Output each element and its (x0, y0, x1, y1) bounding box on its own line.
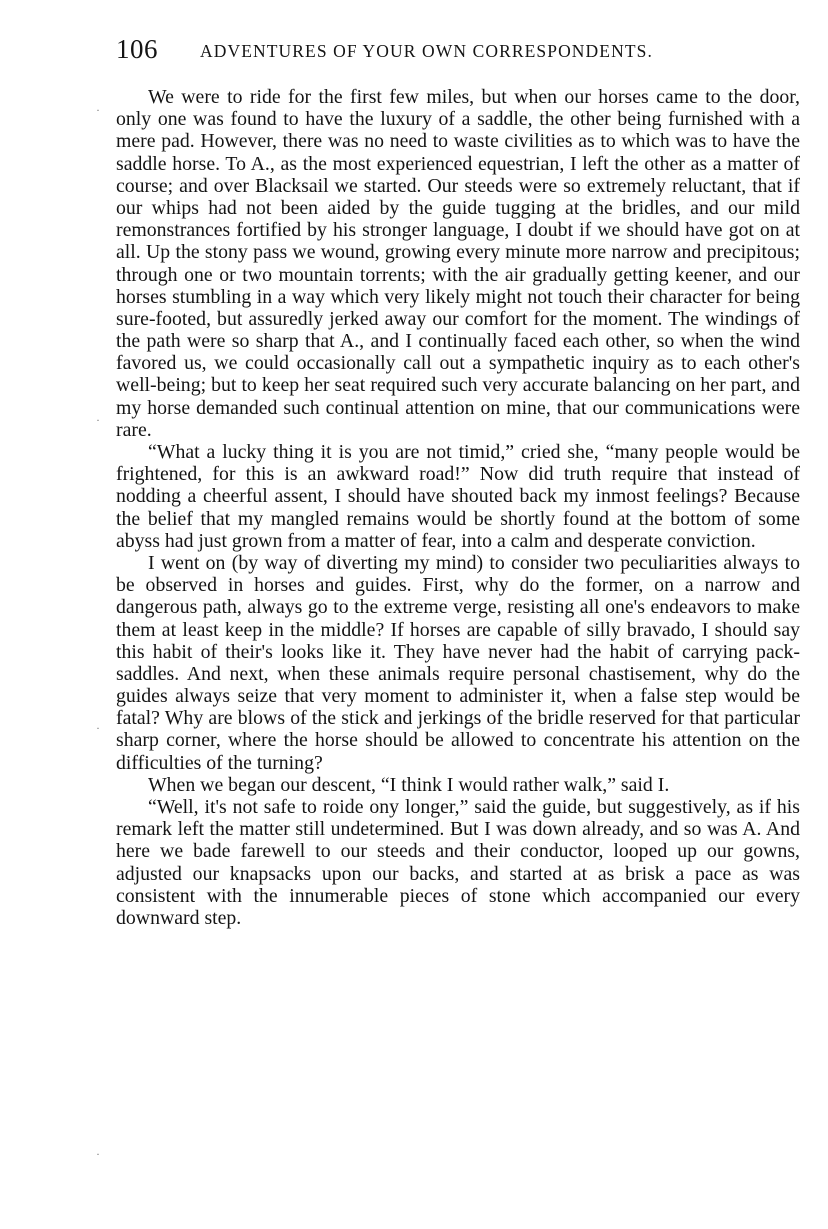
body-text (116, 86, 800, 929)
margin-speck: · (96, 721, 100, 735)
margin-speck: · (96, 413, 100, 427)
paragraph-descent: When we began our descent, “I think I would rather walk,” said I. (148, 773, 670, 796)
page-number: 106 (116, 34, 158, 64)
margin-speck: · (96, 1147, 100, 1161)
margin-speck: · (96, 103, 100, 117)
paragraph-farewell: “Well, it's not safe to roide ony longer,” said the guide, but suggestively, as if his remark left the matter still undetermined. But I was down already, and so was A. And here we bade farewell to our steeds and their conductor, looped up our gowns, adjusted our knapsacks upon our backs, and started at as brisk a pace as was consistent with the innumerable pieces of stone which accompanied our every downward step. (116, 796, 800, 929)
paragraph-lucky-thing: “What a lucky thing it is you are not timid,” cried she, “many people would be frightened, for this is an awkward road!” Now did truth require that instead of nodding a cheerful assent, I should have shouted back my inmost feelings? Because the belief that my mangled remains would be shortly found at the bottom of some abyss had just grown from a matter of fear, into a calm and desperate conviction. (116, 441, 800, 552)
paragraph-horses-and-guides: I went on (by way of diverting my mind) to consider two peculiarities always to be observed in horses and guides. First, why do the former, on a narrow and dangerous path, always go to the extreme verge, resisting all one's endeavors to make them at least keep in the middle? If horses are capable of silly bravado, I should say this habit of their's looks like it. They have never had the habit of carrying pack-saddles. And next, when these animals require personal chastisement, why do the guides always seize that very moment to administer it, when a false step would be fatal? Why are blows of the stick and jerkings of the bridle reserved for that particular sharp corner, where the horse should be allowed to concentrate his attention on the difficulties of the turning? (116, 551, 800, 774)
running-head (116, 32, 806, 66)
paragraph-ride-to-blacksail: We were to ride for the first few miles, but when our horses came to the door, only one was found to have the luxury of a saddle, the other being furnished with a mere pad. However, there was no need to waste civilities as to which was to have the saddle horse. To A., as the most experienced equestrian, I left the other as a matter of course; and over Blacksail we started. Our steeds were so extremely reluctant, that if our whips had not been aided by the guide tugging at the bridles, and our mild remonstrances fortified by his stronger language, I doubt if we should have got on at all. Up the stony pass we wound, growing every minute more narrow and precipitous; through one or two mountain torrents; with the air gradually getting keener, and our horses stumbling in a way which very likely might not touch their character for being sure-footed, but assuredly jerked away our comfort for the moment. The windings of the path were so sharp that A., and I continually faced each other, so when the wind favored us, we could occasionally call out a sympathetic inquiry as to each other's well-being; but to keep her seat required such very accurate balancing on her part, and my horse demanded such continual attention on mine, that our communications were rare. (116, 86, 800, 441)
running-title: ADVENTURES OF YOUR OWN CORRESPONDENTS. (200, 41, 653, 61)
